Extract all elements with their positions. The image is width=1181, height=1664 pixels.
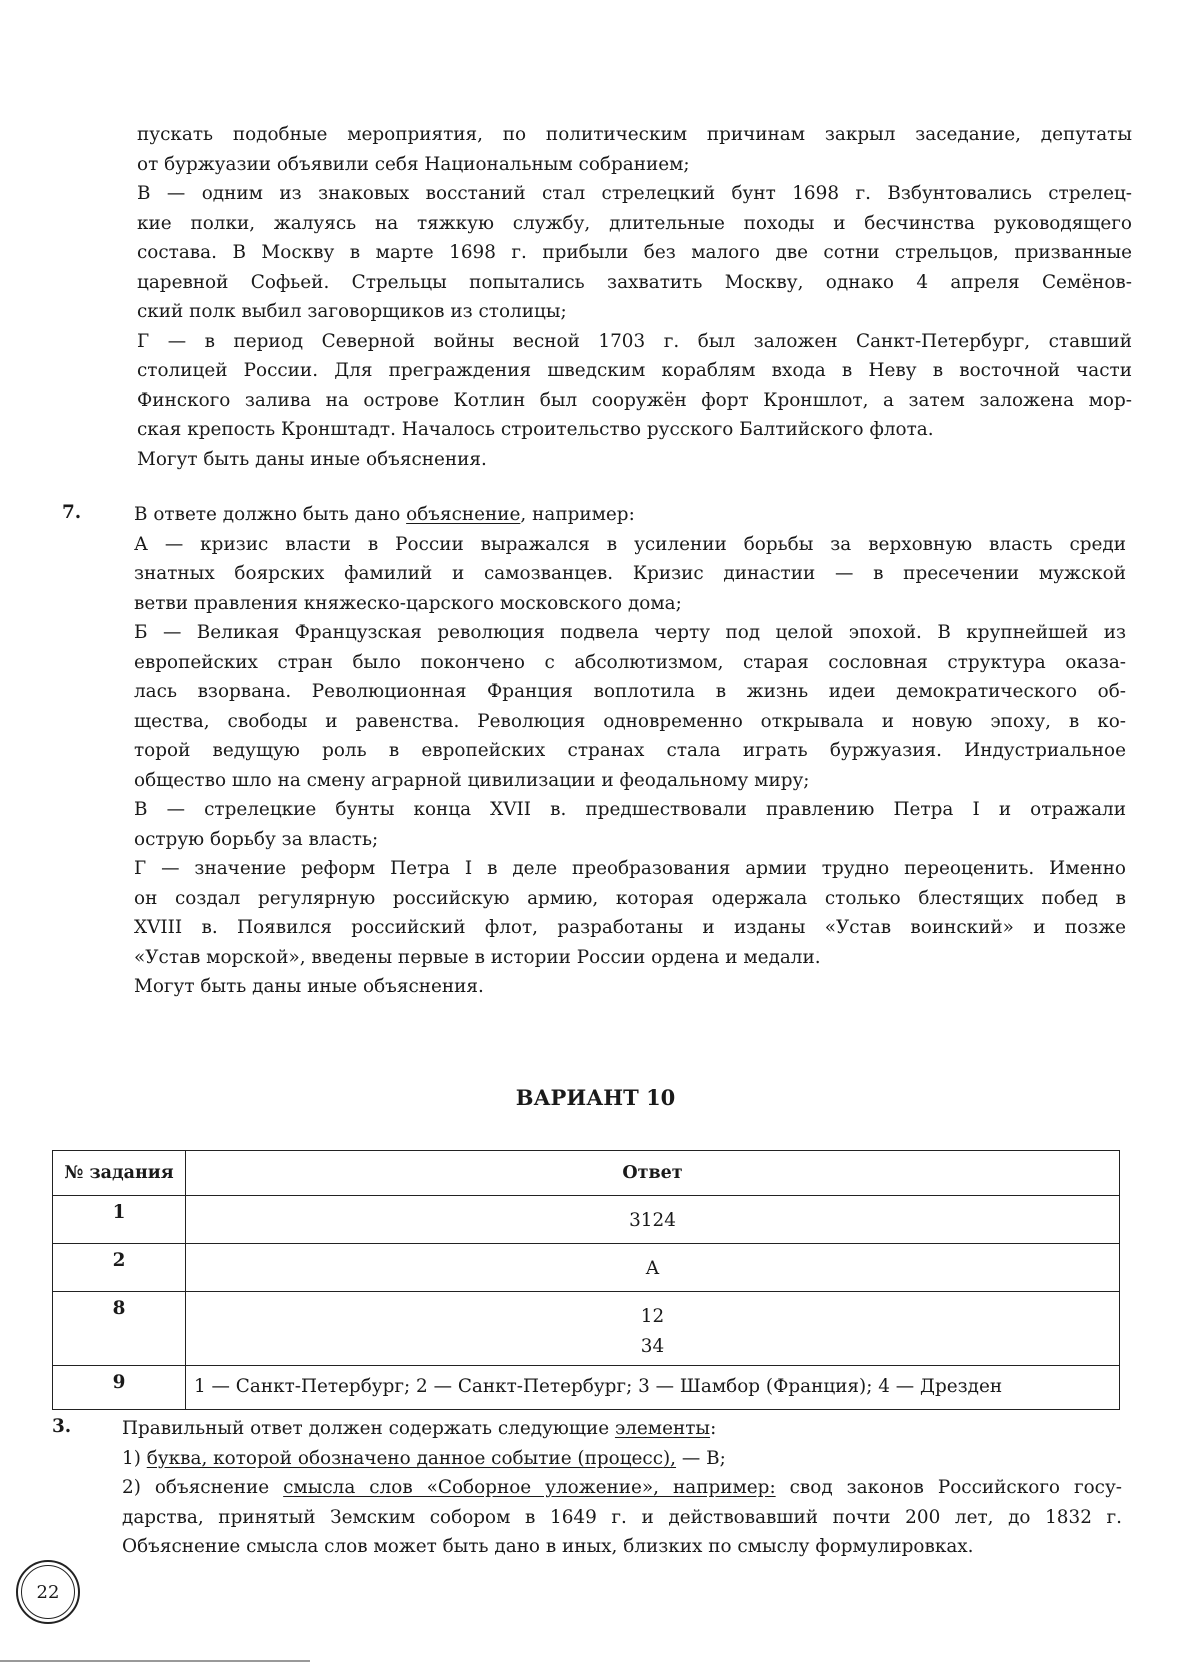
text-line: состава. В Москву в марте 1698 г. прибыли без малого две сотни стрельцов, призванные bbox=[137, 242, 1132, 263]
text-line: А — кризис власти в России выражался в усилении борьбы за верховную власть среди bbox=[134, 533, 1126, 555]
text-line: знатных боярских фамилий и самозванцев. Кризис династии — в пресечении мужской bbox=[134, 563, 1126, 584]
text-line: острую борьбу за власть; bbox=[134, 828, 379, 850]
variant-title: ВАРИАНТ 10 bbox=[515, 1085, 676, 1110]
page-number-badge bbox=[16, 1560, 80, 1624]
text-line: кие полки, жалуясь на тяжкую службу, длительные походы и бесчинства руководящего bbox=[137, 212, 1132, 234]
underlined-keyword: элементы bbox=[614, 1418, 711, 1439]
table-row bbox=[53, 1292, 1120, 1366]
answer-cell: 1 — Санкт-Петербург; 2 — Санкт-Петербург; 3 — Шамбор (Франция); 4 — Дрезден bbox=[186, 1366, 1120, 1410]
header-task-number: № задания bbox=[53, 1151, 186, 1196]
task-number: 2 bbox=[53, 1244, 186, 1292]
question-7-lines bbox=[134, 530, 1126, 1002]
text-line: Г — в период Северной войны весной 1703 г. был заложен Санкт-Петербург, ставший bbox=[137, 330, 1132, 352]
question-7-intro: В ответе должно быть дано объяснение, например: bbox=[134, 504, 635, 525]
text-line: Г — значение реформ Петра I в деле преобразования армии трудно переоценить. Именно bbox=[134, 858, 1126, 879]
underlined-keyword: буква, которой обозначено данное событие (процесс), bbox=[146, 1447, 677, 1469]
text-line: Могут быть даны иные объяснения. bbox=[134, 976, 484, 997]
text-line: столицей России. Для преграждения шведским кораблям входа в Неву в восточной части bbox=[137, 360, 1132, 381]
text-line: царевной Софьей. Стрельцы попытались захватить Москву, однако 4 апреля Семёнов- bbox=[137, 271, 1132, 293]
question-7-number: 7. bbox=[62, 502, 82, 523]
header-answer: Ответ bbox=[186, 1151, 1120, 1196]
question-3-line-3: дарства, принятый Земским собором в 1649 г. и действовавший почти 200 лет, до 1832 г. bbox=[122, 1506, 1122, 1528]
text-line: ветви правления княжеско-царского московского дома; bbox=[134, 592, 682, 614]
footer-rule bbox=[0, 1660, 310, 1662]
task-number: 8 bbox=[53, 1292, 186, 1366]
task-number: 9 bbox=[53, 1366, 186, 1410]
top-explanation-block bbox=[137, 120, 1132, 474]
question-3-line-4: Объяснение смысла слов может быть дано в иных, близких по смыслу формулировках. bbox=[122, 1536, 974, 1557]
underlined-keyword: смысла слов «Соборное уложение», например: bbox=[283, 1477, 776, 1498]
table-row bbox=[53, 1244, 1120, 1292]
answer-cell: 12 34 bbox=[186, 1292, 1120, 1366]
table-row bbox=[53, 1196, 1120, 1244]
table-header-row bbox=[53, 1151, 1120, 1196]
question-3-item-2: 2) объяснение смысла слов «Соборное уложение», например: свод законов Российского госу- bbox=[122, 1477, 1123, 1498]
text-line: европейских стран было покончено с абсолютизмом, старая сословная структура оказа- bbox=[134, 651, 1126, 673]
text-line: ский полк выбил заговорщиков из столицы; bbox=[137, 301, 567, 322]
text-line: щества, свободы и равенства. Революция одновременно открывала и новую эпоху, в ко- bbox=[134, 710, 1126, 732]
text-line: он создал регулярную российскую армию, которая одержала столько блестящих побед в bbox=[134, 887, 1126, 909]
page-number: 22 bbox=[21, 1565, 75, 1619]
question-3-intro: Правильный ответ должен содержать следующие элементы: bbox=[122, 1418, 717, 1439]
text-line: от буржуазии объявили себя Национальным собранием; bbox=[137, 153, 690, 175]
text-line: торой ведущую роль в европейских странах стала играть буржуазия. Индустриальное bbox=[134, 740, 1126, 761]
answer-cell: А bbox=[186, 1244, 1120, 1292]
answer-cell: 3124 bbox=[186, 1196, 1120, 1244]
text-line: Могут быть даны иные объяснения. bbox=[137, 448, 487, 470]
table-row bbox=[53, 1366, 1120, 1410]
answer-table bbox=[52, 1150, 1120, 1410]
text-line: «Устав морской», введены первые в истории России ордена и медали. bbox=[134, 946, 821, 968]
text-line: ская крепость Кронштадт. Началось строительство русского Балтийского флота. bbox=[137, 419, 934, 440]
text-line: пускать подобные мероприятия, по политическим причинам закрыл заседание, депутаты bbox=[137, 124, 1132, 145]
question-3-item-1: 1) буква, которой обозначено данное событие (процесс), — В; bbox=[122, 1447, 726, 1469]
text-line: Б — Великая Французская революция подвела черту под целой эпохой. В крупнейшей из bbox=[134, 622, 1126, 643]
task-number: 1 bbox=[53, 1196, 186, 1244]
text-line: В — одним из знаковых восстаний стал стрелецкий бунт 1698 г. Взбунтовались стрелец- bbox=[137, 183, 1132, 204]
text-line: Финского залива на острове Котлин был сооружён форт Кроншлот, а затем заложена мор- bbox=[137, 389, 1132, 411]
text-line: XVIII в. Появился российский флот, разработаны и изданы «Устав воинский» и позже bbox=[134, 917, 1126, 938]
underlined-keyword: объяснение bbox=[406, 504, 521, 525]
text-line: В — стрелецкие бунты конца XVII в. предшествовали правлению Петра I и отражали bbox=[134, 799, 1126, 820]
text-line: общество шло на смену аграрной цивилизации и феодальному миру; bbox=[134, 769, 810, 791]
question-3-block bbox=[122, 1414, 1122, 1562]
question-3-number: 3. bbox=[52, 1416, 72, 1437]
text-line: лась взорвана. Революционная Франция воплотила в жизнь идеи демократического об- bbox=[134, 681, 1126, 702]
question-7-block bbox=[134, 500, 1126, 1002]
